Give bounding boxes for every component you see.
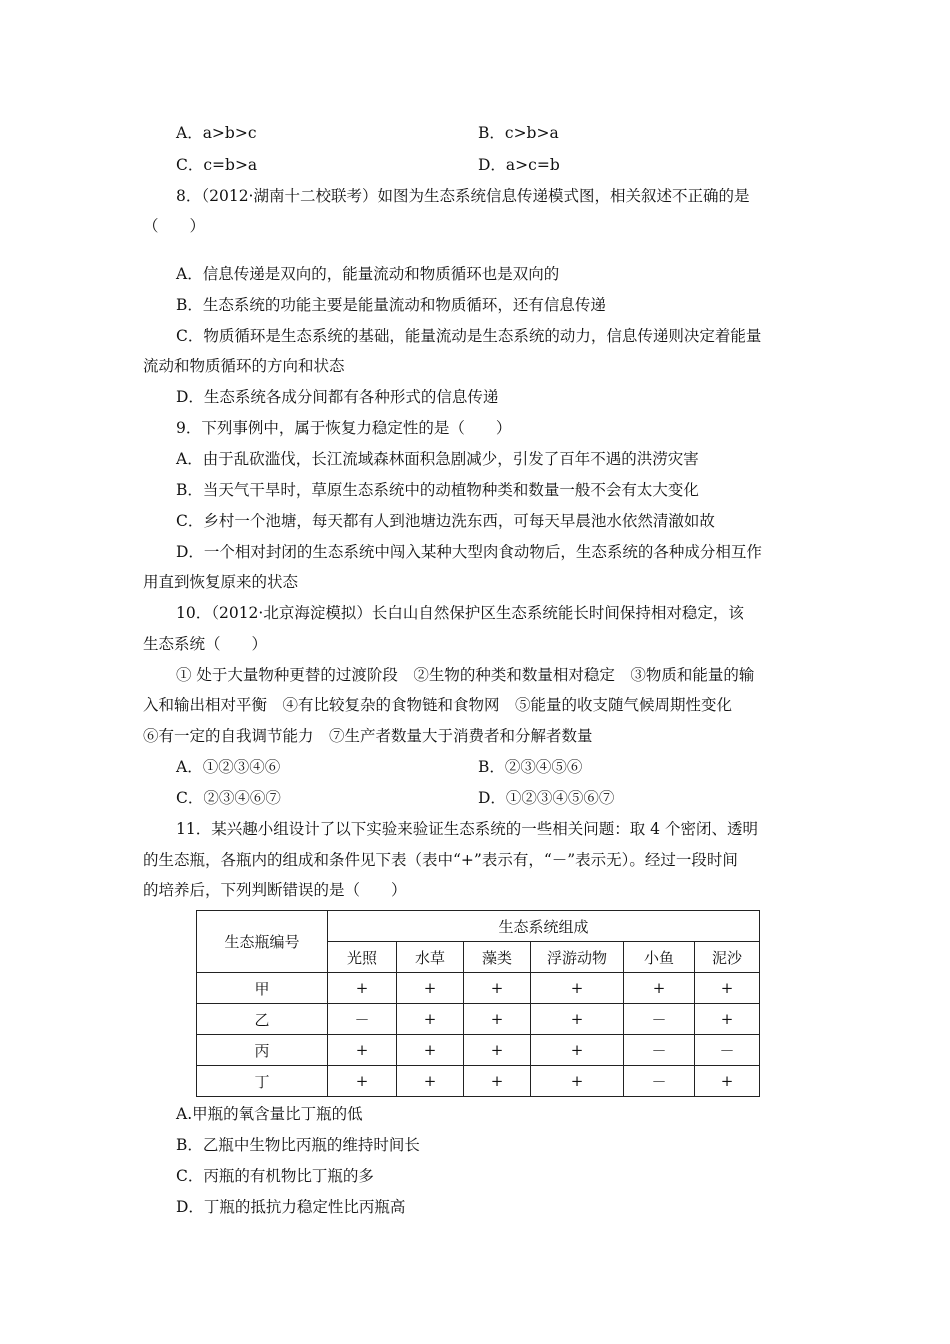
q8-stem-blank: （ ） [143, 217, 206, 235]
table-col-header: 小鱼 [624, 942, 695, 973]
table-cell: + [464, 1066, 531, 1097]
table-row-name: 乙 [197, 1004, 328, 1035]
q9-stem: 9．下列事例中，属于恢复力稳定性的是（ ） [176, 419, 512, 437]
table-row-header: 生态瓶编号 [197, 911, 328, 973]
table-cell: + [397, 973, 464, 1004]
table-group-header: 生态系统组成 [328, 911, 760, 942]
q10-option-a: A．①②③④⑥ [176, 758, 281, 776]
table-cell: + [531, 1066, 624, 1097]
q8-stem: 8．（2012·湖南十二校联考）如图为生态系统信息传递模式图，相关叙述不正确的是 [176, 187, 750, 205]
table-col-header: 水草 [397, 942, 464, 973]
q11-option-a: A.甲瓶的氧含量比丁瓶的低 [176, 1105, 363, 1123]
q9-option-d: D．一个相对封闭的生态系统中闯入某种大型肉食动物后，生态系统的各种成分相互作 [176, 543, 762, 561]
q11-stem-cont-1: 的生态瓶，各瓶内的组成和条件见下表（表中“+”表示有，“－”表示无）。经过一段时间 [143, 851, 738, 869]
table-cell: + [328, 1035, 397, 1066]
table-col-header: 藻类 [464, 942, 531, 973]
table-cell: + [464, 1035, 531, 1066]
table-cell: － [624, 1035, 695, 1066]
q10-items-cont-2: ⑥有一定的自我调节能力 ⑦生产者数量大于消费者和分解者数量 [143, 727, 593, 745]
q7-option-a: A．a>b>c [176, 124, 257, 142]
table-cell: + [464, 1004, 531, 1035]
q7-option-b: B．c>b>a [478, 124, 559, 142]
q8-option-a: A．信息传递是双向的，能量流动和物质循环也是双向的 [176, 265, 560, 283]
q9-option-d-cont: 用直到恢复原来的状态 [143, 573, 299, 591]
q7-option-d: D．a>c=b [478, 156, 560, 174]
q8-option-c: C．物质循环是生态系统的基础，能量流动是生态系统的动力，信息传递则决定着能量 [176, 327, 762, 345]
table-cell: + [695, 973, 760, 1004]
table-cell: － [624, 1066, 695, 1097]
table-row [197, 1004, 760, 1035]
table-cell: － [624, 1004, 695, 1035]
q9-option-a: A．由于乱砍滥伐，长江流域森林面积急剧减少，引发了百年不遇的洪涝灾害 [176, 450, 699, 468]
table-cell: + [328, 1066, 397, 1097]
table-cell: + [397, 1004, 464, 1035]
q11-stem-cont-2: 的培养后，下列判断错误的是（ ） [143, 881, 407, 899]
q11-stem: 11．某兴趣小组设计了以下实验来验证生态系统的一些相关问题：取 4 个密闭、透明 [176, 820, 758, 838]
table-col-header: 泥沙 [695, 942, 760, 973]
table-row-name: 甲 [197, 973, 328, 1004]
q10-option-b: B．②③④⑤⑥ [478, 758, 583, 776]
table-cell: + [531, 1004, 624, 1035]
q10-stem: 10．（2012·北京海淀模拟）长白山自然保护区生态系统能长时间保持相对稳定，该 [176, 604, 744, 622]
table-cell: － [695, 1035, 760, 1066]
table-row [197, 1066, 760, 1097]
table-row [197, 973, 760, 1004]
table-cell: + [328, 973, 397, 1004]
table-cell: + [397, 1066, 464, 1097]
table-cell: － [328, 1004, 397, 1035]
table-cell: + [397, 1035, 464, 1066]
table-row-name: 丙 [197, 1035, 328, 1066]
q8-option-d: D．生态系统各成分间都有各种形式的信息传递 [176, 388, 499, 406]
ecosystem-table [196, 910, 760, 1097]
q10-items-cont-1: 入和输出相对平衡 ④有比较复杂的食物链和食物网 ⑤能量的收支随气候周期性变化 [143, 696, 733, 714]
q9-option-c: C．乡村一个池塘，每天都有人到池塘边洗东西，可每天早晨池水依然清澈如故 [176, 512, 715, 530]
q8-option-c-cont: 流动和物质循环的方向和状态 [143, 357, 345, 375]
q7-option-c: C．c=b>a [176, 156, 258, 174]
q8-option-b: B．生态系统的功能主要是能量流动和物质循环，还有信息传递 [176, 296, 606, 314]
q10-stem-cont: 生态系统（ ） [143, 635, 268, 653]
q11-option-c: C．丙瓶的有机物比丁瓶的多 [176, 1167, 374, 1185]
table-cell: + [695, 1066, 760, 1097]
table-col-header: 浮游动物 [531, 942, 624, 973]
q10-option-d: D．①②③④⑤⑥⑦ [478, 789, 615, 807]
table-col-header: 光照 [328, 942, 397, 973]
table-cell: + [695, 1004, 760, 1035]
table-cell: + [531, 1035, 624, 1066]
table-row-name: 丁 [197, 1066, 328, 1097]
q9-option-b: B．当天气干旱时，草原生态系统中的动植物种类和数量一般不会有太大变化 [176, 481, 699, 499]
q11-option-b: B．乙瓶中生物比丙瓶的维持时间长 [176, 1136, 420, 1154]
q10-items: ① 处于大量物种更替的过渡阶段 ②生物的种类和数量相对稳定 ③物质和能量的输 [176, 666, 755, 684]
table-cell: + [624, 973, 695, 1004]
table-cell: + [531, 973, 624, 1004]
table-cell: + [464, 973, 531, 1004]
table-row [197, 1035, 760, 1066]
q10-option-c: C．②③④⑥⑦ [176, 789, 281, 807]
q11-option-d: D．丁瓶的抵抗力稳定性比丙瓶高 [176, 1198, 406, 1216]
